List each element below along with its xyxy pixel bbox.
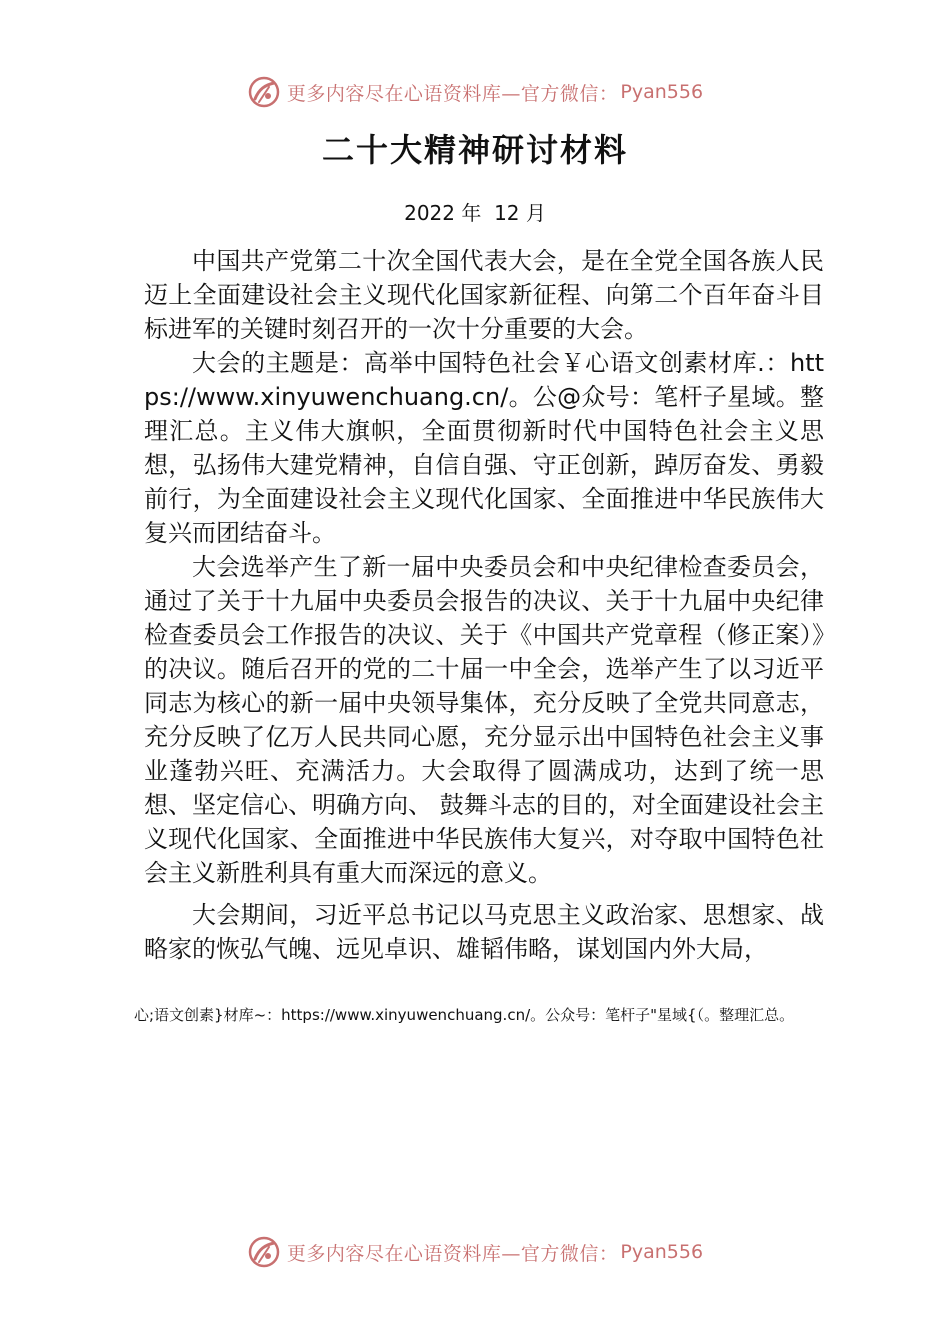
document-body bbox=[144, 244, 824, 966]
document-title: 二十大精神研讨材料 bbox=[321, 131, 628, 169]
paragraph-4: 大会期间，习近平总书记以马克思主义政治家、思想家、战略家的恢弘气魄、远见卓识、雄韬伟略，谋划国内外大局， bbox=[144, 901, 824, 963]
banner-wechat-handle: Pyan556 bbox=[620, 1241, 704, 1263]
document-date: 2022 年 12 月 bbox=[404, 201, 546, 225]
brand-logo-icon bbox=[247, 1235, 281, 1269]
paragraph-3: 大会选举产生了新一届中央委员会和中央纪律检查委员会，通过了关于十九届中央委员会报告的决议、关于十九届中央纪律检查委员会工作报告的决议、关于《中国共产党章程（修正案）》的决议。随后召开的党的二十届一中全会，选举产生了以习近平同志为核心的新一届中央领导集体，充分反映了全党共同意志，充分反映了亿万人民共同心愿，充分显示出中国特色社会主义事业蓬勃兴旺、充满活力。大会取得了圆满成功，达到了统一思想、坚定信心、明确方向、 鼓舞斗志的目的，对全面建设社会主义现代化国家、全面推进中华民族伟大复兴，对夺取中国特色社会主义新胜利具有重大而深远的意义。 bbox=[144, 553, 824, 887]
paragraph-1: 中国共产党第二十次全国代表大会，是在全党全国各族人民迈上全面建设社会主义现代化国家新征程、向第二个百年奋斗目标进军的关键时刻召开的一次十分重要的大会。 bbox=[144, 247, 824, 343]
banner-wechat-handle: Pyan556 bbox=[620, 81, 704, 103]
banner-text: 更多内容尽在心语资料库—官方微信： bbox=[286, 1242, 619, 1265]
footnote: 心;语文创素}材库~：https://www.xinyuwenchuang.cn/。公众号：笔杆子"星域{（。整理汇总。 bbox=[134, 1006, 795, 1024]
brand-logo-icon bbox=[247, 75, 281, 109]
paragraph-2: 大会的主题是：高举中国特色社会￥心语文创素材库.：https://www.xinyuwenchuang.cn/。公@众号：笔杆子星域。整理汇总。主义伟大旗帜，全面贯彻新时代中国特色社会主义思想，弘扬伟大建党精神，自信自强、守正创新，踔厉奋发、勇毅前行，为全面建设社会主义现代化国家、全面推进中华民族伟大复兴而团结奋斗。 bbox=[144, 349, 824, 547]
footer-watermark-banner bbox=[0, 1232, 950, 1272]
banner-text: 更多内容尽在心语资料库—官方微信： bbox=[286, 82, 619, 105]
header-watermark-banner bbox=[0, 72, 950, 112]
